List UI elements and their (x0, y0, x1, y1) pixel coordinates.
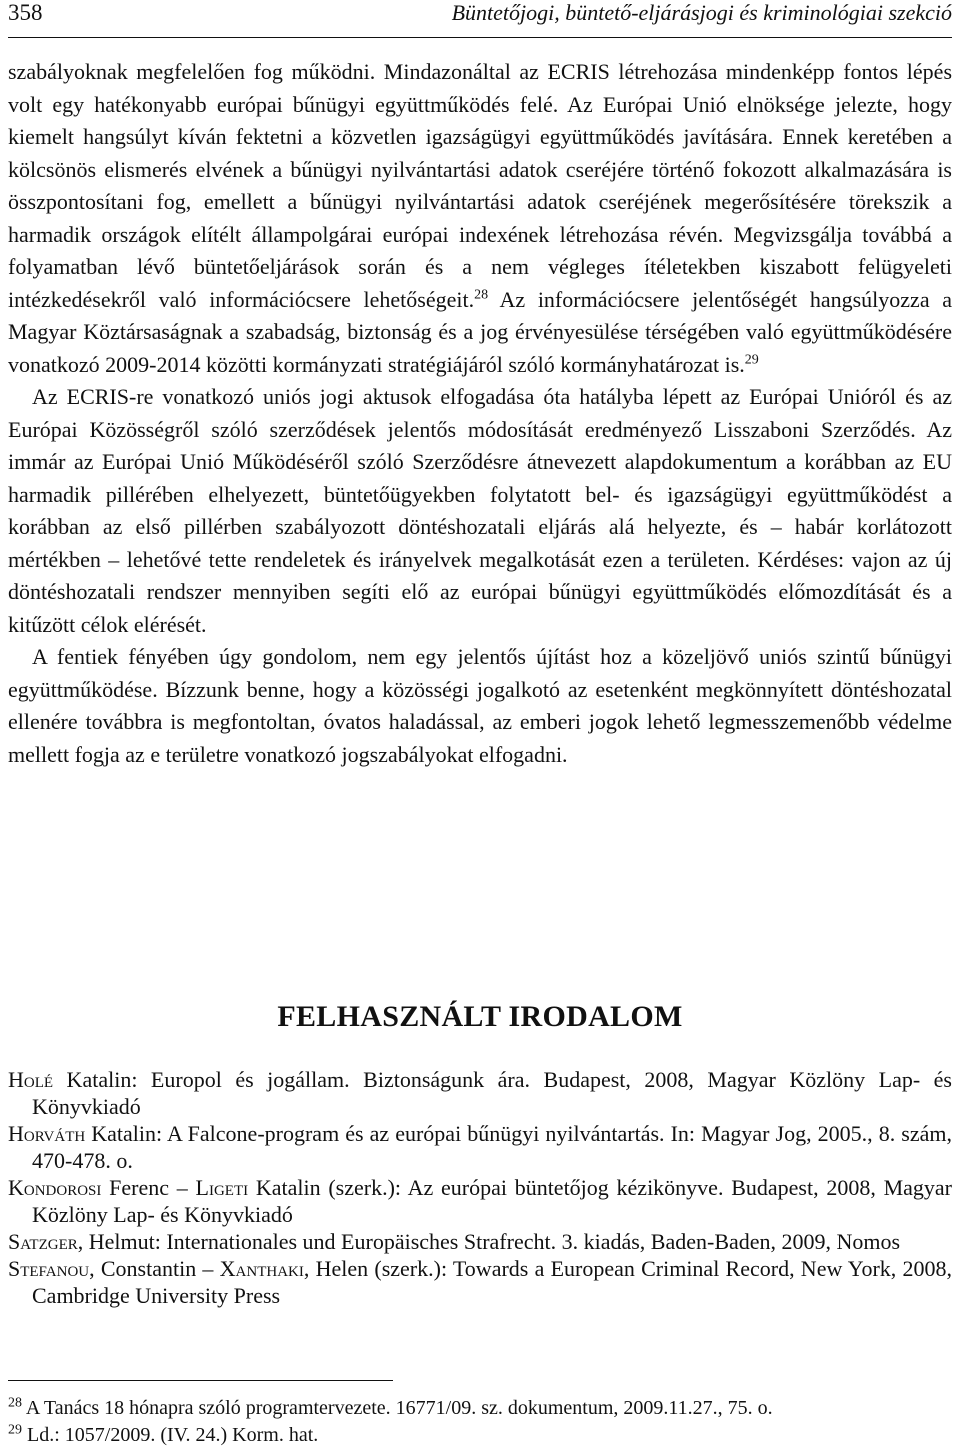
author-name: Horváth (8, 1121, 86, 1146)
body-text (8, 56, 952, 771)
author-name: Xanthaki (219, 1256, 304, 1281)
footnote-28 (8, 1395, 952, 1422)
author-name: Stefanou (8, 1256, 90, 1281)
paragraph-3: A fentiek fényében úgy gondolom, nem egy jelentős újítást hoz a közeljövő uniós szintű bűnügyi együttműködése. Bízzunk benne, hogy a közösségi jogalkotó az esetenként megkönnyített döntéshozatal ellenére továbbra is megfontoltan, óvatos haladással, az emberi jogok lehető legmesszemenőbb védelme mellett fogja az e területre vonatkozó jogszabályokat elfogadni. (8, 644, 952, 767)
footnote-text: A Tanács 18 hónapra szóló programtervezete. 16771/09. sz. dokumentum, 2009.11.27., 75. o. (22, 1397, 773, 1419)
author-name: Ligeti (195, 1175, 249, 1200)
footnote-ref-28[interactable]: 28 (474, 287, 489, 303)
footnote-text: Ld.: 1057/2009. (IV. 24.) Korm. hat. (22, 1424, 319, 1446)
footnotes (8, 1395, 952, 1449)
author-separator: Ferenc – (101, 1175, 196, 1200)
document-page (8, 0, 953, 1446)
page-number: 358 (8, 0, 43, 25)
header-rule (8, 37, 952, 38)
paragraph-1-text-cont: Az információcsere jelentőségét hangsúlyozza a Magyar Köztársaságnak a szabadság, biztonság és a jog érvényesülése térségében való együttműködésére vonatkozó 2009-2014 közötti kormányzati stratégiájáról szóló kormányhatározat is. (8, 286, 952, 377)
footnote-number: 29 (8, 1422, 22, 1438)
entry-details: , Helen (szerk.): Towards a European Criminal Record, New York, 2008, Cambridge University Press (32, 1256, 953, 1308)
author-name: Satzger (8, 1229, 78, 1254)
bibliography-entry (8, 1066, 952, 1120)
paragraph-1-text: szabályoknak megfelelően fog működni. Mindazonáltal az ECRIS létrehozása mindenképp fontos lépés volt egy hatékonyabb európai bűnügyi együttműködés felé. Az Európai Unió elnöksége jelezte, hogy kiemelt hangsúlyt kíván fektetni a közvetlen igazságügyi együttműködés javítására. Ennek keretében a kölcsönös elismerés elvének a bűnügyi nyilvántartási adatok cseréjére történő fokozott alkalmazására is összpontosítani fog, emellett a bűnügyi nyilvántartási adatok cseréjének megerősítésére törekszik a harmadik országok elítélt állampolgárai európai indexének létrehozása révén. Megvizsgálja továbbá a folyamatban lévő büntetőeljárások során és a nem végleges ítéletekben kiszabott felügyeleti intézkedésekről való információcsere lehetőségeit. (8, 59, 952, 312)
running-title: Büntetőjogi, büntető-eljárásjogi és kriminológiai szekció (451, 0, 952, 25)
bibliography-entry (8, 1120, 952, 1174)
running-header (8, 0, 952, 40)
author-name: Holé (8, 1067, 54, 1092)
entry-details: Katalin (szerk.): Az európai büntetőjog kézikönyve. Budapest, 2008, Magyar Közlöny Lap- és Könyvkiadó (32, 1175, 952, 1227)
bibliography-entry (8, 1255, 952, 1309)
entry-details: Katalin: Europol és jogállam. Biztonságunk ára. Budapest, 2008, Magyar Közlöny Lap- és Könyvkiadó (32, 1067, 952, 1119)
bibliography-list (8, 1066, 952, 1309)
footnote-number: 28 (8, 1395, 22, 1411)
footnote-29 (8, 1422, 952, 1449)
bibliography-entry (8, 1174, 952, 1228)
bibliography-heading: FELHASZNÁLT IRODALOM (277, 1000, 683, 1033)
paragraph-1 (8, 56, 952, 381)
entry-details: Katalin: A Falcone-program és az európai bűnügyi nyilvántartás. In: Magyar Jog, 2005., 8. szám, 470-478. o. (32, 1121, 952, 1173)
paragraph-2: Az ECRIS-re vonatkozó uniós jogi aktusok elfogadása óta hatályba lépett az Európai Unióról és az Európai Közösségről szóló szerződések jelentős módosítását eredményező Lisszaboni Szerződés. Az immár az Európai Unió Működéséről szóló Szerződésre átnevezett alapdokumentum a korábban az EU harmadik pillérében elhelyezett, büntetőügyekben folytatott bel- és igazságügyi együttműködést a korábban az első pillérben szabályozott döntéshozatali eljárás alá helyezte, és – habár korlátozott mértékben – lehetővé tette rendeletek és irányelvek megalkotását ezen a területen. Kérdéses: vajon az új döntéshozatali rendszer mennyiben segíti elő az európai bűnügyi együttműködés előmozdítását és a kitűzött célok elérését. (8, 384, 952, 637)
bibliography-entry (8, 1228, 952, 1255)
entry-details: , Helmut: Internationales und Europäisches Strafrecht. 3. kiadás, Baden-Baden, 2009, Nomos (77, 1229, 901, 1254)
author-separator: , Constantin – (89, 1256, 220, 1281)
author-name: Kondorosi (8, 1175, 102, 1200)
footnote-rule (8, 1380, 393, 1381)
footnote-ref-29[interactable]: 29 (744, 352, 759, 368)
